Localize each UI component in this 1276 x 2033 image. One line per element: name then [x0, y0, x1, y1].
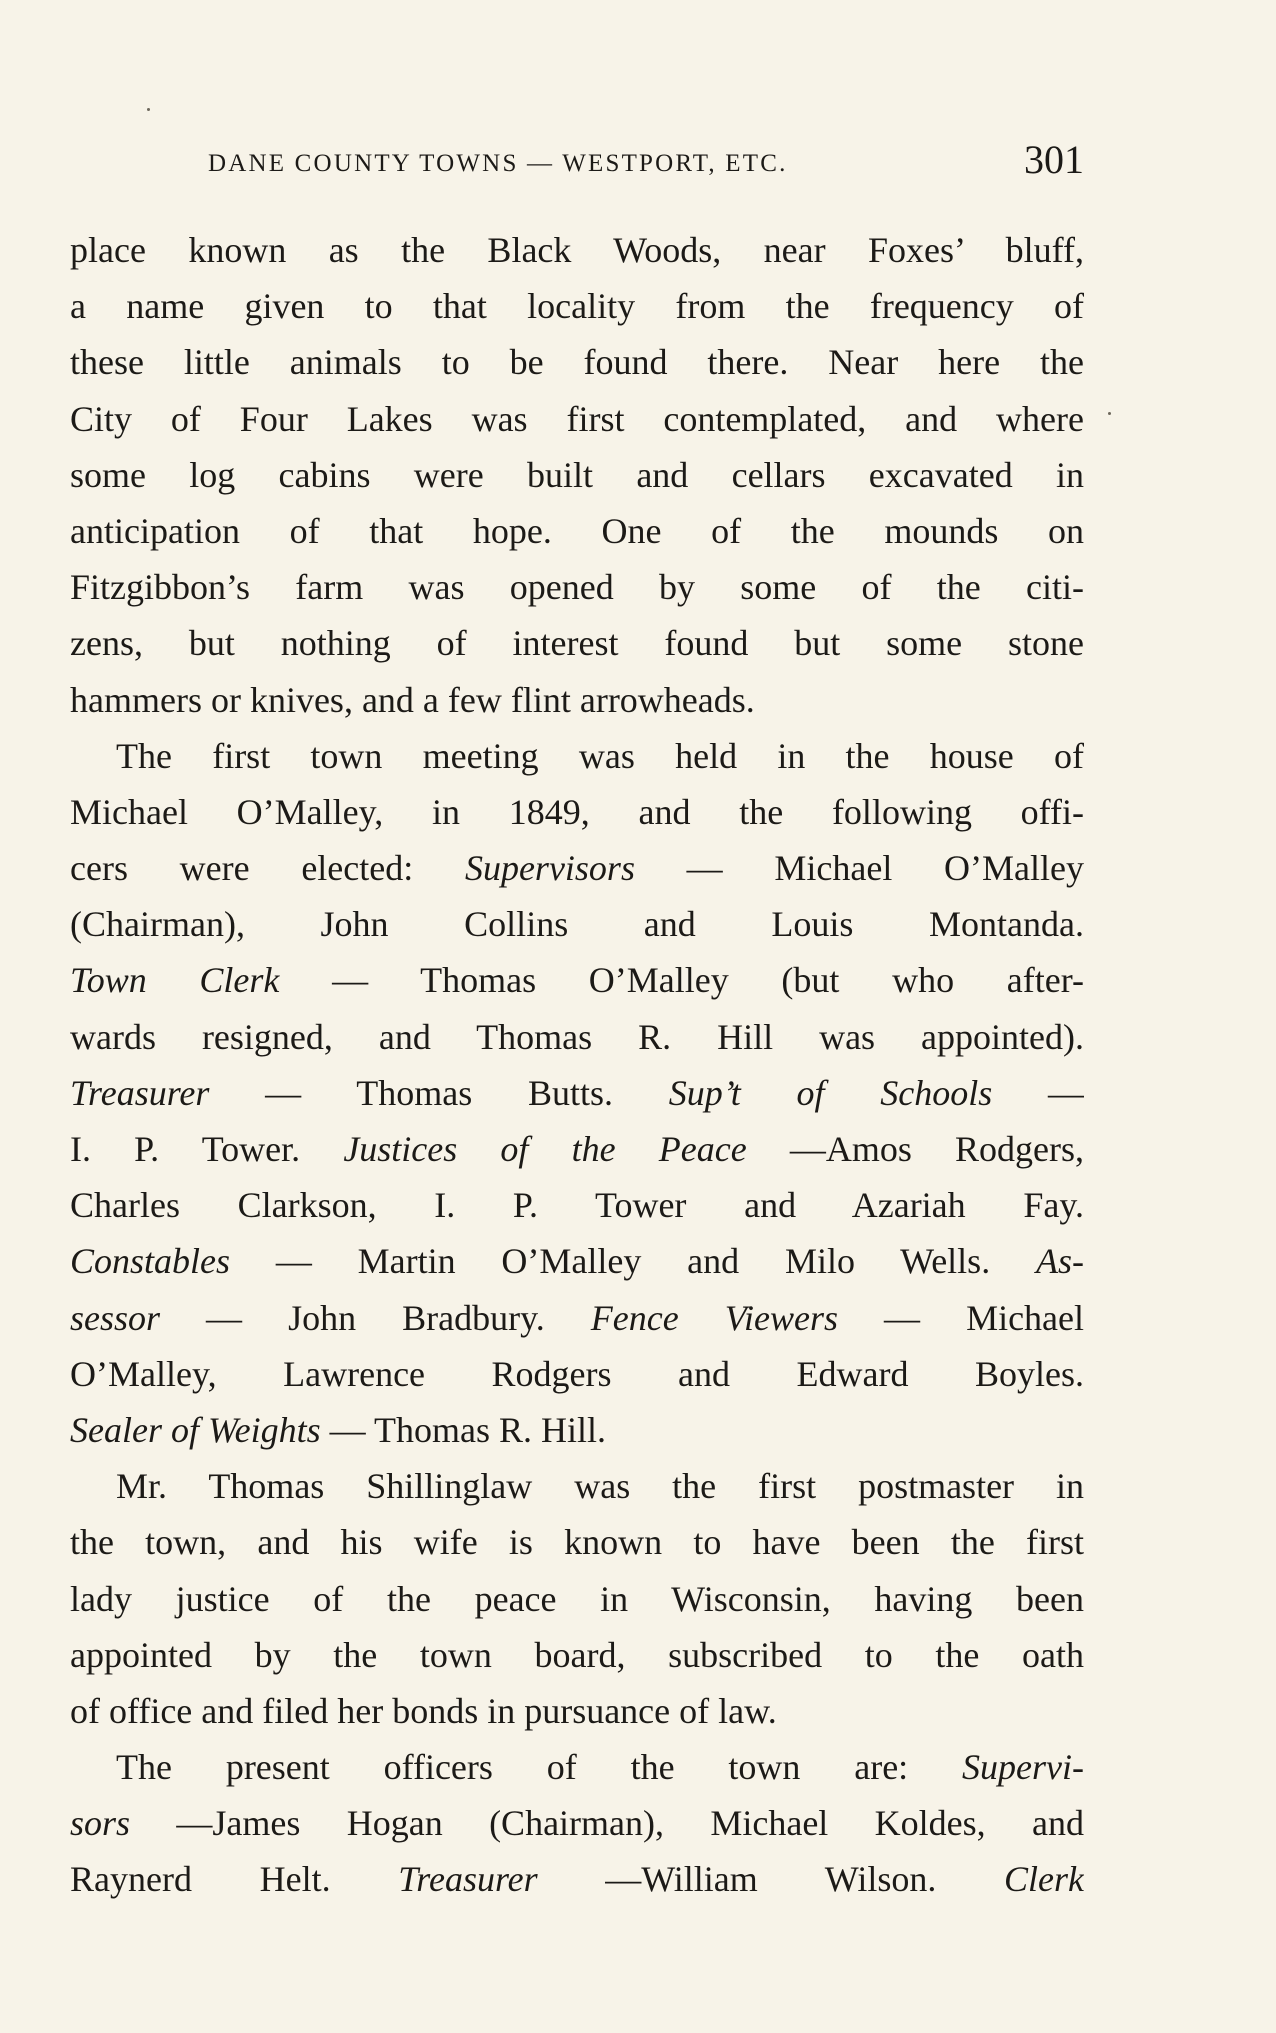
text-run: these little animals to be found there. Near here the — [70, 342, 1084, 383]
text-line — [70, 615, 1084, 671]
text-line — [70, 503, 1084, 559]
text-line — [70, 1627, 1084, 1683]
text-line — [70, 1571, 1084, 1627]
text-line — [70, 1346, 1084, 1402]
text-run: anticipation of that hope. One of the mounds on — [70, 510, 1084, 551]
text-line — [70, 1739, 1084, 1795]
text-line — [70, 1851, 1084, 1907]
text-run: zens, but nothing of interest found but some stone — [70, 623, 1084, 664]
text-line — [70, 1121, 1084, 1177]
text-run: place known as the Black Woods, near Foxes’ bluff, — [70, 230, 1084, 270]
text-run: I. P. Tower. — [70, 1129, 344, 1169]
text-run: the town, and his wife is known to have been the first — [70, 1522, 1084, 1563]
text-run: a name given to that locality from the frequency of — [70, 286, 1084, 327]
text-line — [70, 784, 1084, 840]
text-run: —James Hogan (Chairman), Michael Koldes, and — [130, 1803, 1084, 1844]
text-run: appointed by the town board, subscribed to the oath — [70, 1634, 1084, 1675]
italic-text: Justices of the Peace — [343, 1129, 747, 1169]
italic-text: Clerk — [1004, 1859, 1084, 1900]
text-line — [70, 1795, 1084, 1851]
text-line — [70, 278, 1084, 334]
text-run: The present officers of the town are: — [116, 1747, 963, 1788]
italic-text: Supervisors — [464, 848, 635, 889]
text-line — [70, 1065, 1084, 1121]
italic-text: sessor — [70, 1297, 161, 1338]
text-line — [70, 1009, 1084, 1065]
text-run: The first town meeting was held in the house of — [116, 735, 1084, 776]
italic-text: Constables — [70, 1241, 231, 1282]
text-run: — Thomas R. Hill. — [320, 1409, 607, 1450]
text-line — [70, 840, 1084, 896]
text-run: some log cabins were built and cellars excavated in — [70, 454, 1084, 495]
italic-text: Supervi- — [962, 1747, 1084, 1788]
text-run: wards resigned, and Thomas R. Hill was appointed). — [70, 1016, 1084, 1057]
italic-text: Town Clerk — [70, 960, 280, 1001]
text-run: — Michael O’Malley — [634, 848, 1084, 889]
italic-text: Fence Viewers — [590, 1297, 839, 1338]
text-line — [70, 728, 1084, 784]
text-line — [70, 672, 1084, 728]
text-run: — John Bradbury. — [160, 1297, 591, 1338]
text-line — [70, 1514, 1084, 1570]
text-run: — Martin O’Malley and Milo Wells. — [230, 1241, 1036, 1282]
paper-speck — [1108, 412, 1111, 415]
text-run: — — [992, 1072, 1084, 1113]
text-run: (Chairman), John Collins and Louis Montanda. — [70, 904, 1084, 945]
running-head: DANE COUNTY TOWNS — WESTPORT, ETC. — [208, 150, 788, 177]
page-header — [70, 136, 1084, 186]
italic-text: sors — [70, 1803, 131, 1844]
paper-speck — [147, 108, 150, 111]
italic-text: Treasurer — [398, 1859, 538, 1900]
italic-text: As- — [1036, 1241, 1084, 1282]
text-run: Charles Clarkson, I. P. Tower and Azariah Fay. — [70, 1185, 1084, 1226]
text-line — [70, 1177, 1084, 1233]
text-run: City of Four Lakes was first contemplated, and where — [70, 398, 1084, 439]
text-run: O’Malley, Lawrence Rodgers and Edward Boyles. — [70, 1353, 1084, 1394]
text-line — [70, 222, 1084, 278]
text-line — [70, 1233, 1084, 1289]
text-run: — Thomas O’Malley (but who after- — [279, 960, 1084, 1001]
text-line — [70, 1683, 1084, 1739]
text-line — [70, 896, 1084, 952]
text-line — [70, 1402, 1084, 1458]
italic-text: Sup’t of Schools — [668, 1072, 993, 1113]
text-run: —Amos Rodgers, — [746, 1129, 1084, 1169]
italic-text: Sealer of Weights — [70, 1409, 321, 1450]
text-run: — Michael — [838, 1297, 1084, 1338]
text-line — [70, 391, 1084, 447]
text-run: Fitzgibbon’s farm was opened by some of the citi- — [70, 567, 1084, 608]
text-line — [70, 952, 1084, 1008]
text-line — [70, 559, 1084, 615]
text-run: lady justice of the peace in Wisconsin, having been — [70, 1578, 1084, 1619]
body-text — [70, 222, 1084, 1908]
italic-text: Treasurer — [70, 1072, 210, 1113]
text-run: — Thomas Butts. — [209, 1072, 669, 1113]
text-line — [70, 1458, 1084, 1514]
text-run: Michael O’Malley, in 1849, and the following offi- — [70, 791, 1084, 832]
text-run: Mr. Thomas Shillinglaw was the first postmaster in — [116, 1466, 1084, 1507]
text-line — [70, 447, 1084, 503]
text-run: —William Wilson. — [537, 1859, 1005, 1900]
page-number: 301 — [1024, 137, 1084, 182]
text-line — [70, 334, 1084, 390]
text-run: of office and filed her bonds in pursuance of law. — [70, 1690, 777, 1731]
text-run: cers were elected: — [70, 848, 465, 889]
text-line — [70, 1290, 1084, 1346]
text-run: hammers or knives, and a few flint arrowheads. — [70, 679, 755, 720]
text-run: Raynerd Helt. — [70, 1859, 399, 1900]
